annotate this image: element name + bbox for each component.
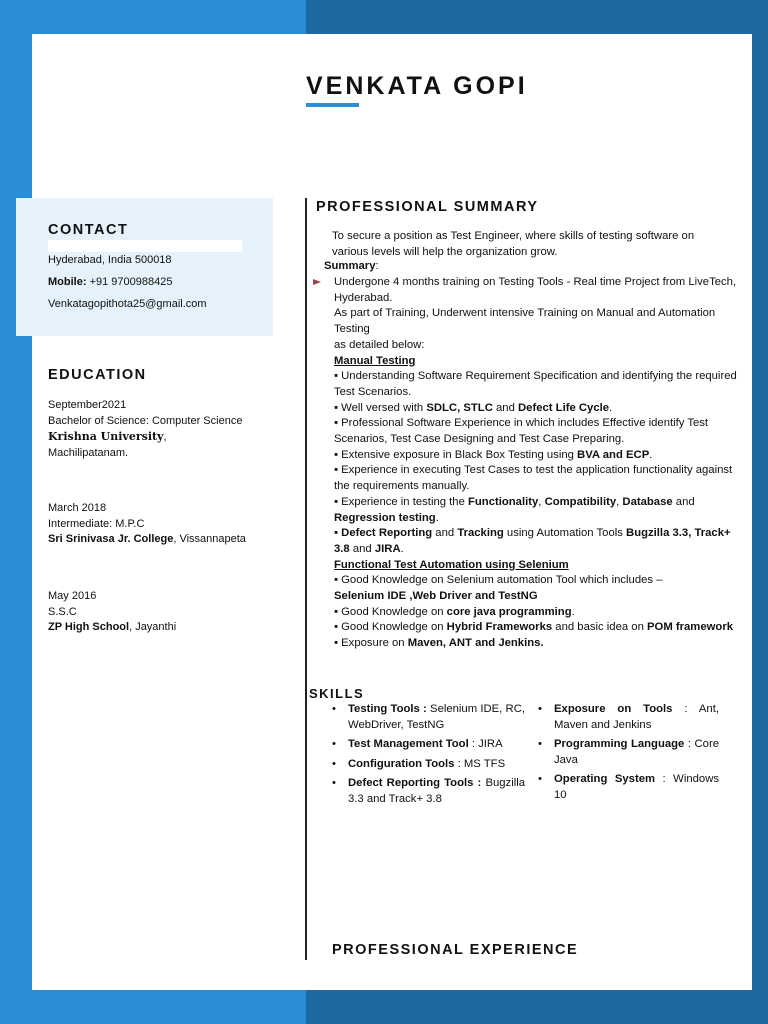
skill-item: • Configuration Tools : MS TFS <box>332 757 525 773</box>
column-divider <box>305 198 307 960</box>
summary-label: Summary: <box>324 260 379 272</box>
contact-box <box>16 198 273 336</box>
summary-heading: PROFESSIONAL SUMMARY <box>316 199 539 215</box>
skill-item: • Exposure on Tools : Ant, Maven and Jenkins <box>538 702 719 733</box>
education-entry: March 2018 Intermediate: M.P.C Sri Srinivasa Jr. College, Vissannapeta <box>48 502 246 545</box>
name-underline <box>306 103 359 107</box>
skill-item: • Programming Language : Core Java <box>538 737 719 768</box>
summary-body: Undergone 4 months training on Testing Tools - Real time Project from LiveTech, Hyderabad. As part of Training, Underwent intensive Training on Manual and Automation Testing as detailed below: Manual Testing ▪ Understanding Software Requirement Specification and identifying the required Test Scenarios. ▪ Well versed with SDLC, STLC and Defect Life Cycle. ▪ Professional Software Experience in which includes Effective identify Test Scenarios, Test Case Designing and Test Case Preparing. ▪ Extensive exposure in Black Box Testing using BVA and ECP. ▪ Experience in executing Test Cases to test the application functionality against the requirements manually. ▪ Experience in testing the Functionality, Compatibility, Database and Regression testing. ▪ Defect Reporting and Tracking using Automation Tools Bugzilla 3.3, Track+ 3.8 and JIRA. Functional Test Automation using Selenium ▪ Good Knowledge on Selenium automation Tool which includes – Selenium IDE ,Web Driver and TestNG ▪ Good Knowledge on core java programming. ▪ Good Knowledge on Hybrid Frameworks and basic idea on POM framework ▪ Exposure on Maven, ANT and Jenkins. <box>334 275 739 652</box>
education-entry: September2021 Bachelor of Science: Computer Science Krishna University, Machilipatanam. <box>48 399 243 459</box>
automation-heading: Functional Test Automation using Selenium <box>334 558 569 571</box>
contact-email: Venkatagopithota25@gmail.com <box>48 298 207 310</box>
contact-mobile: Mobile: +91 9700988425 <box>48 276 173 288</box>
education-heading: EDUCATION <box>48 367 147 383</box>
education-entry: May 2016 S.S.C ZP High School, Jayanthi <box>48 590 177 633</box>
manual-testing-heading: Manual Testing <box>334 354 416 367</box>
skills-right-column <box>538 702 719 807</box>
arrow-bullet-icon <box>312 277 322 287</box>
skill-item: • Operating System : Windows 10 <box>538 772 719 803</box>
contact-heading: CONTACT <box>48 222 129 238</box>
candidate-name: VENKATA GOPI <box>306 72 528 100</box>
skills-left-column <box>332 702 525 811</box>
skills-heading: SKILLS <box>309 686 365 701</box>
skill-item: • Defect Reporting Tools : Bugzilla 3.3 and Track+ 3.8 <box>332 776 525 807</box>
contact-divider <box>48 240 242 252</box>
contact-address: Hyderabad, India 500018 <box>48 254 172 266</box>
objective-text: To secure a position as Test Engineer, where skills of testing software on various levels will help the organization grow. <box>332 230 695 258</box>
skill-item: • Test Management Tool : JIRA <box>332 737 525 753</box>
experience-heading: PROFESSIONAL EXPERIENCE <box>332 942 579 958</box>
skill-item: • Testing Tools : Selenium IDE, RC, WebDriver, TestNG <box>332 702 525 733</box>
